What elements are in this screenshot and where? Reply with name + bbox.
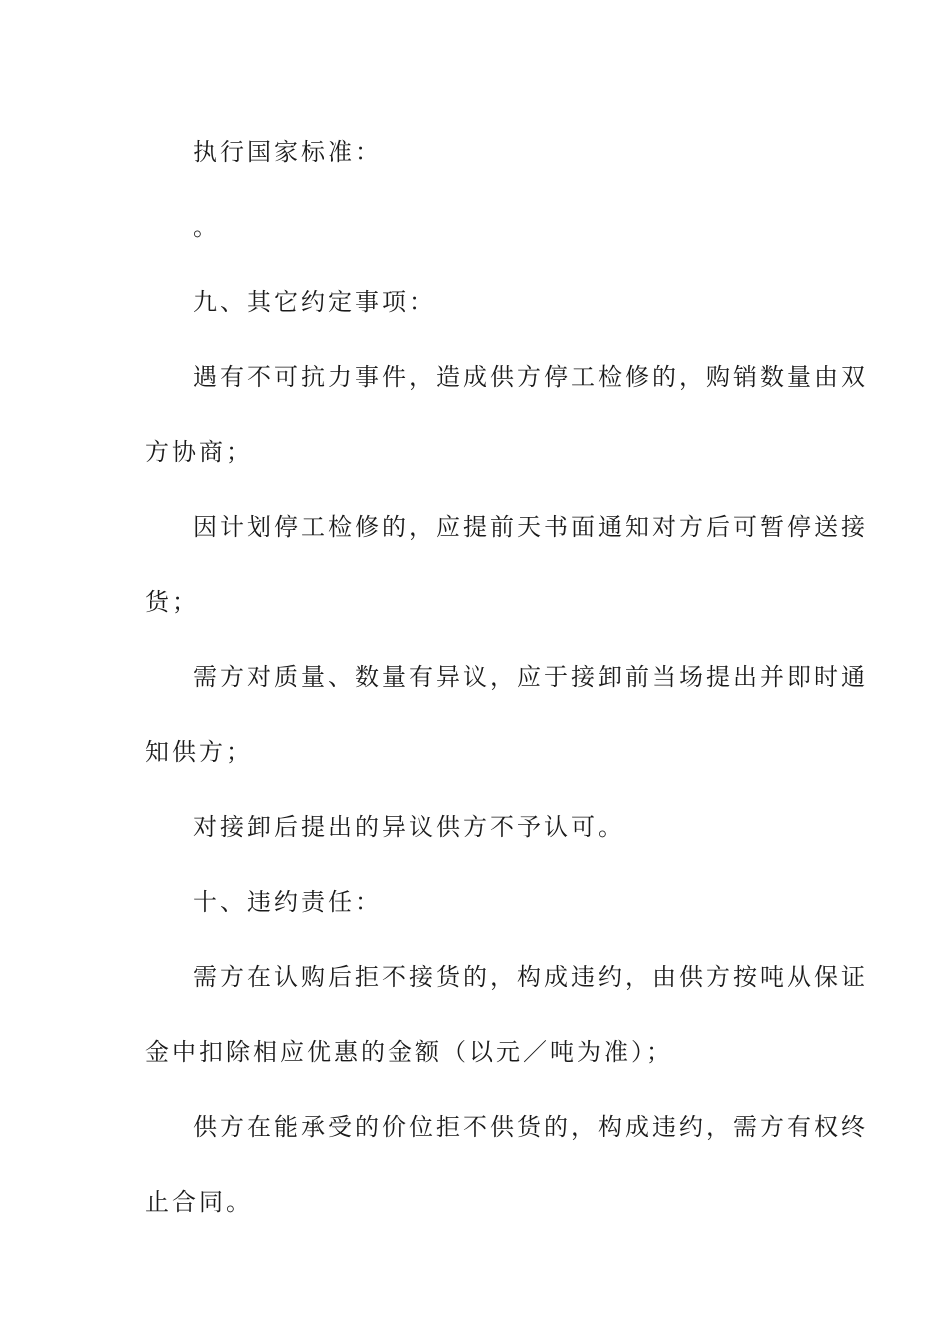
section-heading-ten (0, 882, 950, 922)
paragraph-text: 方协商； (145, 438, 253, 466)
paragraph-text: 对接卸后提出的异议供方不予认可。 (193, 813, 625, 841)
text-line-force-majeure (0, 357, 950, 397)
paragraph-text: 金中扣除相应优惠的金额（以元／吨为准）； (145, 1038, 673, 1066)
paragraph-text: 需方对质量、数量有异议，应于接卸前当场提出并即时通 (193, 663, 868, 691)
paragraph-text: 。 (193, 213, 220, 241)
heading-text: 十、违约责任： (193, 888, 382, 916)
text-line-seller-breach (0, 1107, 950, 1147)
paragraph-text: 知供方； (145, 738, 253, 766)
paragraph-text: 货； (145, 588, 199, 616)
section-heading-nine (0, 282, 950, 322)
paragraph-text: 执行国家标准： (193, 138, 382, 166)
paragraph-text: 遇有不可抗力事件，造成供方停工检修的，购销数量由双 (193, 363, 868, 391)
paragraph-text: 供方在能承受的价位拒不供货的，构成违约，需方有权终 (193, 1113, 868, 1141)
text-line-buyer-breach-cont (0, 1032, 950, 1072)
text-line-period (0, 207, 950, 247)
text-line-objection-cont (0, 732, 950, 772)
text-line-objection (0, 657, 950, 697)
text-line-force-majeure-cont (0, 432, 950, 472)
text-line-planned-maintenance-cont (0, 582, 950, 622)
text-line-buyer-breach (0, 957, 950, 997)
text-line-standard (0, 132, 950, 172)
paragraph-text: 因计划停工检修的，应提前天书面通知对方后可暂停送接 (193, 513, 868, 541)
paragraph-text: 止合同。 (145, 1188, 253, 1216)
paragraph-text: 需方在认购后拒不接货的，构成违约，由供方按吨从保证 (193, 963, 868, 991)
text-line-seller-breach-cont (0, 1182, 950, 1222)
text-line-after-unloading (0, 807, 950, 847)
heading-text: 九、其它约定事项： (193, 288, 436, 316)
text-line-planned-maintenance (0, 507, 950, 547)
